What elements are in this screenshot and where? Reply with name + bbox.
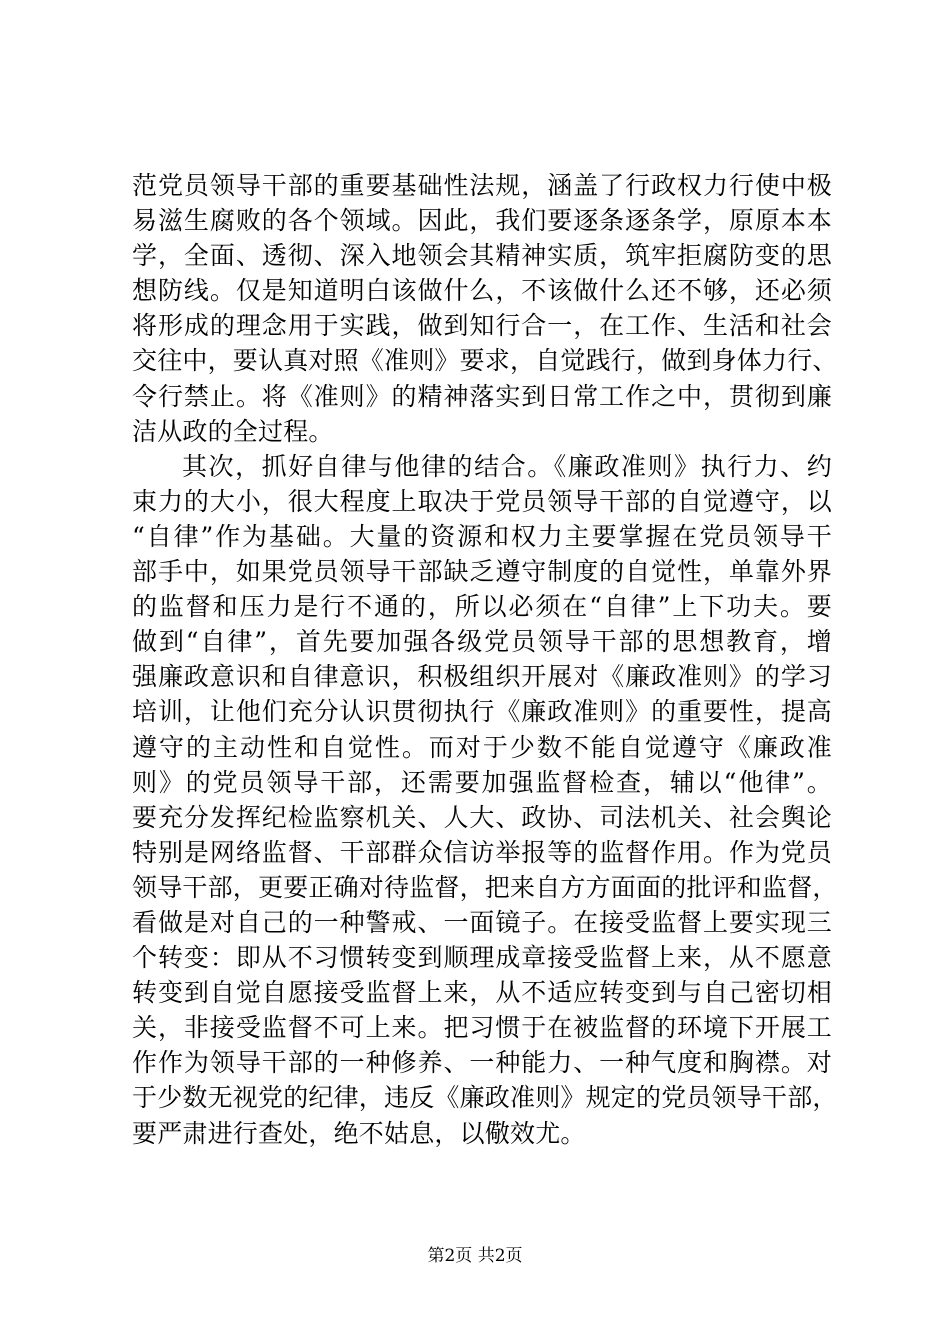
text-line: 转变到自觉自愿接受监督上来，从不适应转变到与自己密切相: [132, 978, 832, 1008]
text-line: 想防线。仅是知道明白该做什么，不该做什么还不够，还必须: [132, 276, 832, 306]
body-text: [132, 168, 838, 1151]
text-line: 作作为领导干部的一种修养、一种能力、一种气度和胸襟。对: [132, 1048, 832, 1078]
text-line: 洁从政的全过程。: [132, 416, 334, 446]
text-line: 其次，抓好自律与他律的结合。《廉政准则》执行力、约: [182, 451, 832, 481]
text-line: 看做是对自己的一种警戒、一面镜子。在接受监督上要实现三: [132, 907, 832, 937]
text-line: 则》的党员领导干部，还需要加强监督检查，辅以“他律”。: [132, 767, 832, 797]
text-line: 令行禁止。将《准则》的精神落实到日常工作之中，贯彻到廉: [132, 381, 832, 411]
text-line: 领导干部，更要正确对待监督，把来自方方面面的批评和监督，: [132, 872, 838, 902]
text-line: 关，非接受监督不可上来。把习惯于在被监督的环境下开展工: [132, 1013, 832, 1043]
text-line: 部手中，如果党员领导干部缺乏遵守制度的自觉性，单靠外界: [132, 557, 832, 587]
text-line: 做到“自律”，首先要加强各级党员领导干部的思想教育，增: [132, 627, 832, 657]
text-line: “自律”作为基础。大量的资源和权力主要掌握在党员领导干: [132, 521, 832, 551]
page-number-footer: 第2页 共2页: [427, 1246, 523, 1266]
text-line: 束力的大小，很大程度上取决于党员领导干部的自觉遵守，以: [132, 486, 832, 516]
text-line: 遵守的主动性和自觉性。而对于少数不能自觉遵守《廉政准: [132, 732, 832, 762]
text-line: 学，全面、透彻、深入地领会其精神实质，筑牢拒腐防变的思: [132, 241, 832, 271]
text-line: 强廉政意识和自律意识，积极组织开展对《廉政准则》的学习: [132, 662, 832, 692]
text-line: 要严肃进行查处，绝不姑息，以儆效尤。: [132, 1118, 586, 1148]
text-line: 的监督和压力是行不通的，所以必须在“自律”上下功夫。要: [132, 592, 832, 622]
text-line: 将形成的理念用于实践，做到知行合一，在工作、生活和社会: [132, 311, 832, 341]
text-line: 要充分发挥纪检监察机关、人大、政协、司法机关、社会舆论: [132, 802, 832, 832]
text-line: 易滋生腐败的各个领域。因此，我们要逐条逐条学，原原本本: [132, 206, 832, 236]
text-line: 个转变：即从不习惯转变到顺理成章接受监督上来，从不愿意: [132, 943, 832, 973]
text-line: 于少数无视党的纪律，违反《廉政准则》规定的党员领导干部，: [132, 1083, 838, 1113]
text-line: 范党员领导干部的重要基础性法规，涵盖了行政权力行使中极: [132, 171, 832, 200]
text-line: 培训，让他们充分认识贯彻执行《廉政准则》的重要性，提高: [132, 697, 832, 727]
text-line: 特别是网络监督、干部群众信访举报等的监督作用。作为党员: [132, 837, 832, 867]
text-line: 交往中，要认真对照《准则》要求，自觉践行，做到身体力行、: [132, 346, 838, 376]
